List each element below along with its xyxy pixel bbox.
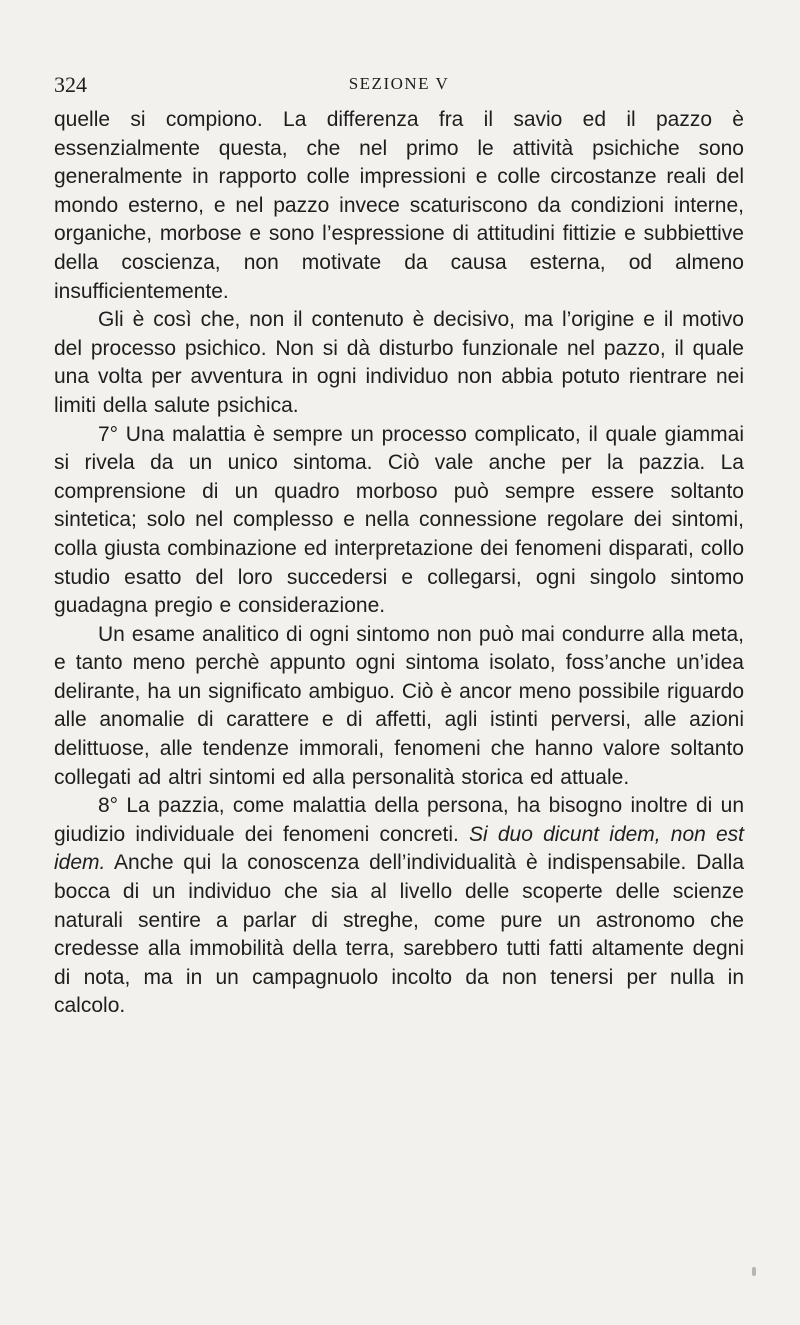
running-head (54, 66, 744, 106)
book-page (54, 66, 744, 1021)
paragraph-2: Gli è così che, non il contenuto è decisivo, ma l’origine e il motivo del processo psichico. Non si dà disturbo funzionale nel pazzo, il quale una volta per avventura in ogni individuo non abbia potuto rientrare nei limiti della salute psichica. (54, 308, 744, 417)
paper-speck (752, 1267, 756, 1276)
paragraph-5-lead: 8° La pazzia, come malattia della persona, ha bisogno inoltre di un giudizio individuale dei fenomeni concreti. (54, 794, 744, 846)
latin-maxim: Si duo dicunt idem, non est idem. (54, 822, 745, 875)
paragraph-1: quelle si compiono. La differenza fra il savio ed il pazzo è essenzialmente questa, che nel primo le attività psichiche sono generalmente in rapporto colle impressioni e colle circostanze reali del mondo esterno, e nel pazzo invece scaturiscono da condizioni interne, organiche, morbose e sono l’espressione di attitudini fittizie e subbiettive della coscienza, non motivate da causa esterna, od almeno insufficientemente. (54, 108, 744, 303)
paragraph-3: 7° Una malattia è sempre un processo complicato, il quale giammai si rivela da un unico sintoma. Ciò vale anche per la pazzia. La comprensione di un quadro morboso può sempre essere soltanto sintetica; solo nel complesso e nella connessione regolare dei sintomi, colla giusta combinazione ed interpretazione dei fenomeni disparati, collo studio esatto del loro succedersi e collegarsi, ogni singolo sintomo guadagna pregio e considerazione. (54, 422, 744, 618)
paragraph-5 (54, 792, 744, 1021)
body-text (54, 106, 744, 1021)
paragraph-5-rest: Anche qui la conoscenza dell’individualità è indispensabile. Dalla bocca di un individuo che sia al livello delle scoperte delle scienze naturali sentire a parlar di streghe, come pure un astronomo che credesse alla immobilità della terra, sarebbero tutti fatti altamente degni di nota, ma in un campagnuolo incolto da non tenersi per nulla in calcolo. (54, 851, 744, 1018)
section-title: SEZIONE V (348, 74, 450, 93)
paragraph-4: Un esame analitico di ogni sintomo non può mai condurre alla meta, e tanto meno perchè appunto ogni sintoma isolato, foss’anche un’idea delirante, ha un significato ambiguo. Ciò è ancor meno possibile riguardo alle anomalie di carattere e di affetti, agli istinti perversi, alle azioni delittuose, alle tendenze immorali, fenomeni che hanno valore soltanto collegati ad altri sintomi ed alla personalità storica ed attuale. (54, 622, 744, 789)
page-number: 324 (54, 72, 87, 97)
